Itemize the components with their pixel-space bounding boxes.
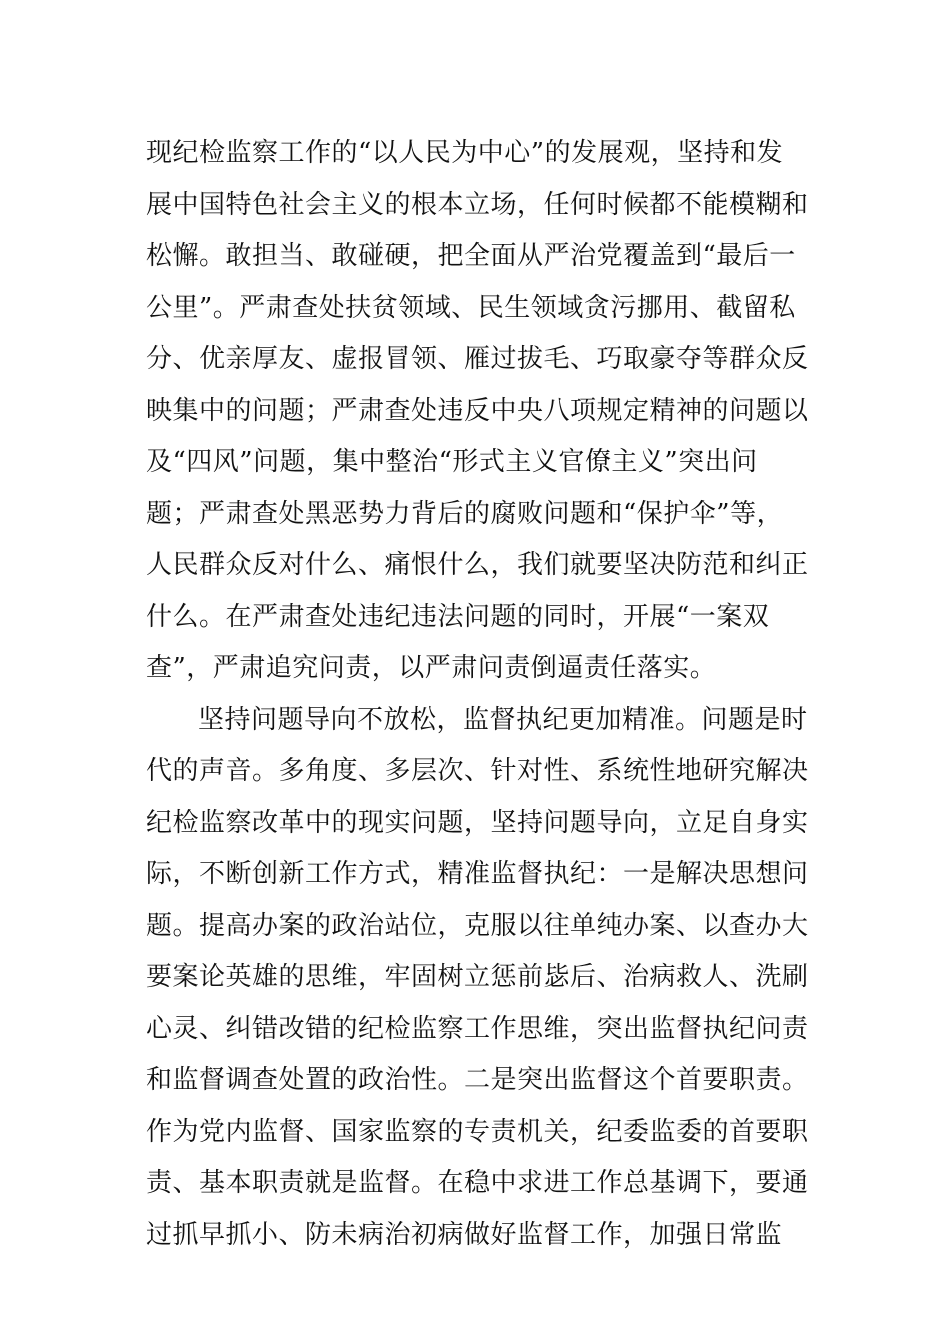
text-line: 分、优亲厚友、虚报冒领、雁过拔毛、巧取豪夺等群众反 (146, 344, 809, 374)
text-line: 人民群众反对什么、痛恨什么，我们就要坚决防范和纠正 (146, 550, 809, 580)
text-line: 心灵、纠错改错的纪检监察工作思维，突出监督执纪问责 (146, 1013, 809, 1044)
text-line: 过抓早抓小、防未病治初病做好监督工作，加强日常监 (146, 1219, 783, 1250)
text-line: 责、基本职责就是监督。在稳中求进工作总基调下，要通 (146, 1168, 809, 1198)
text-line: 题。提高办案的政治站位，克服以往单纯办案、以查办大 (146, 910, 809, 941)
text-line: 纪检监察改革中的现实问题，坚持问题导向，立足自身实 (146, 807, 809, 838)
text-line: 作为党内监督、国家监察的专责机关，纪委监委的首要职 (146, 1116, 809, 1147)
text-line: 和监督调查处置的政治性。二是突出监督这个首要职责。 (146, 1065, 809, 1095)
paragraph-first-line: 坚持问题导向不放松，监督执纪更加精准。问题是时 (198, 704, 808, 735)
text-line: 现纪检监察工作的“以人民为中心”的发展观，坚持和发 (146, 138, 784, 168)
text-line: 展中国特色社会主义的根本立场，任何时候都不能模糊和 (146, 189, 809, 220)
text-line: 松懈。敢担当、敢碰硬，把全面从严治党覆盖到“最后一 (146, 241, 796, 271)
text-line: 什么。在严肃查处违纪违法问题的同时，开展“一案双 (146, 601, 770, 632)
text-line: 题；严肃查处黑恶势力背后的腐败问题和“保护伞”等， (146, 498, 784, 529)
text-line: 代的声音。多角度、多层次、针对性、系统性地研究解决 (146, 756, 809, 786)
text-line: 际，不断创新工作方式，精准监督执纪：一是解决思想问 (146, 859, 809, 889)
text-line: 要案论英雄的思维，牢固树立惩前毖后、治病救人、洗刷 (146, 962, 809, 992)
text-line: 及“四风”问题，集中整治“形式主义官僚主义”突出问 (146, 447, 758, 477)
body-text (146, 128, 809, 1261)
text-line: 映集中的问题；严肃查处违反中央八项规定精神的问题以 (146, 395, 809, 426)
text-line: 公里”。严肃查处扶贫领域、民生领域贪污挪用、截留私 (146, 292, 796, 323)
text-line: 查”，严肃追究问责，以严肃问责倒逼责任落实。 (146, 653, 717, 683)
